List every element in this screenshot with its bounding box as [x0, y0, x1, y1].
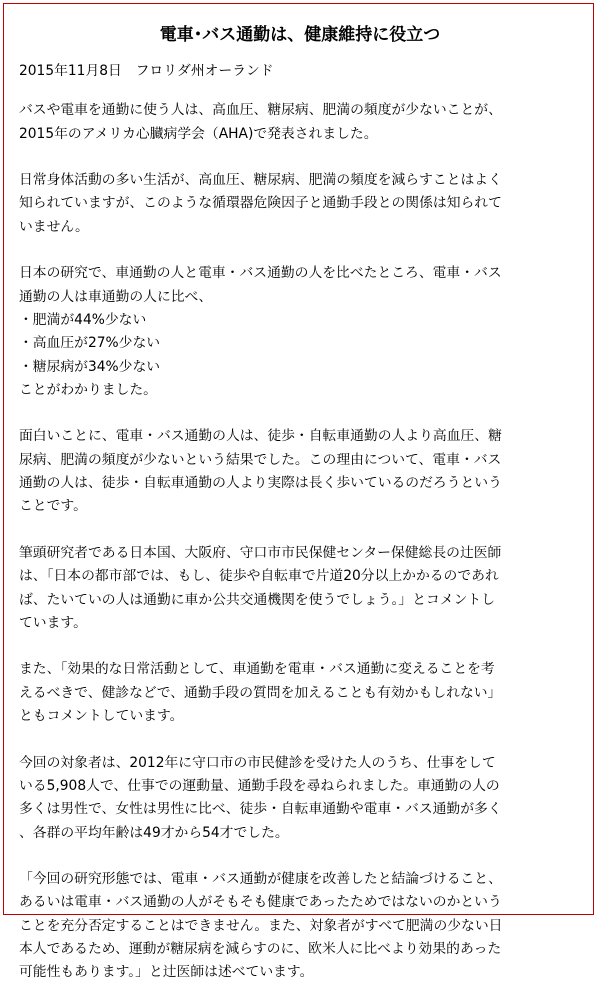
paragraph-line: ・糖尿病が34%少ない	[19, 358, 161, 375]
paragraph-line: 筆頭研究者である日本国、大阪府、守口市市民保健センター保健総長の辻医師	[19, 544, 502, 561]
paragraph-line: 本人であるため、運動が糖尿病を減らすのに、欧米人に比べより効果的あった	[19, 940, 502, 957]
paragraph-line: えるべきで、健診などで、通勤手段の質問を加えることも有効かもしれない」	[19, 684, 502, 701]
paragraph	[19, 542, 584, 635]
paragraph-line: 、各群の平均年齢は49才から54才でした。	[19, 824, 289, 841]
paragraph-line: 今回の対象者は、2012年に守口市の市民健診を受けた人のうち、仕事をして	[19, 754, 496, 771]
paragraph-line: バスや電車を通勤に使う人は、高血圧、糖尿病、肥満の頻度が少ないことが、	[19, 102, 502, 119]
paragraph-line: 通勤の人は車通勤の人に比べ、	[19, 288, 213, 305]
paragraph-line: ともコメントしています。	[19, 708, 184, 725]
paragraph	[19, 658, 584, 728]
paragraph	[19, 99, 584, 146]
paragraph-line: 知られていますが、このような循環器危険因子と通勤手段との関係は知られて	[19, 195, 502, 212]
paragraph-line: ・肥満が44%少ない	[19, 311, 147, 328]
paragraph-line: ことがわかりました。	[19, 381, 157, 398]
paragraph-line: 可能性もあります。」と辻医師は述べています。	[19, 964, 314, 981]
paragraph-line: ています。	[19, 614, 87, 631]
article-title: 電車･バス通勤は、健康維持に役立つ	[159, 25, 441, 45]
paragraph-line: ことを充分否定することはできません。また、対象者がすべて肥満の少ない日	[19, 917, 503, 934]
paragraph-line: 面白いことに、電車・バス通勤の人は、徒歩・自転車通勤の人より高血圧、糖	[19, 428, 502, 445]
paragraph-line: いる5,908人で、仕事での運動量、通勤手段を尋ねられました。車通勤の人の	[19, 777, 500, 794]
paragraph-line: いません。	[19, 218, 89, 235]
paragraph	[19, 169, 584, 239]
paragraph-line: 尿病、肥満の頻度が少ないという結果でした。この理由について、電車・バス	[19, 451, 502, 468]
paragraph	[19, 262, 584, 402]
paragraph	[19, 425, 584, 518]
article-body	[19, 60, 584, 1008]
paragraph-line: あるいは電車・バス通勤の人がそもそも健康であったためではないのかという	[19, 894, 502, 911]
paragraph-line: 通勤の人は、徒歩・自転車通勤の人より実際は長く歩いているのだろうという	[19, 475, 502, 492]
paragraph-line: ・高血圧が27%少ない	[19, 335, 161, 352]
paragraph-line: 日常身体活動の多い生活が、高血圧、糖尿病、肥満の頻度を減らすことはよく	[19, 172, 502, 189]
article-dateline: 2015年11月8日 フロリダ州オーランド	[19, 63, 274, 79]
paragraph-line: また、「効果的な日常活動として、車通勤を電車・バス通勤に変えることを考	[19, 661, 495, 678]
paragraph-line: ば、たいていの人は通勤に車か公共交通機関を使うでしょう。」とコメントし	[19, 591, 495, 608]
paragraph-line: 多くは男性で、女性は男性に比べ、徒歩・自転車通勤や電車・バス通勤が多く	[19, 801, 502, 818]
paragraph	[19, 752, 584, 845]
paragraph-line: 日本の研究で、車通勤の人と電車・バス通勤の人を比べたところ、電車・バス	[19, 265, 502, 282]
paragraph	[19, 868, 584, 984]
paragraph-line: 2015年のアメリカ心臓病学会（AHA)で発表されました。	[19, 125, 378, 142]
paragraph-list	[19, 99, 584, 984]
paragraph-line: は、「日本の都市部では、もし、徒歩や自転車で片道20分以上かかるのであれ	[19, 568, 499, 585]
paragraph-line: 「今回の研究形態では、電車・バス通勤が健康を改善したと結論づけること、	[19, 871, 502, 888]
paragraph-line: ことです。	[19, 498, 87, 515]
